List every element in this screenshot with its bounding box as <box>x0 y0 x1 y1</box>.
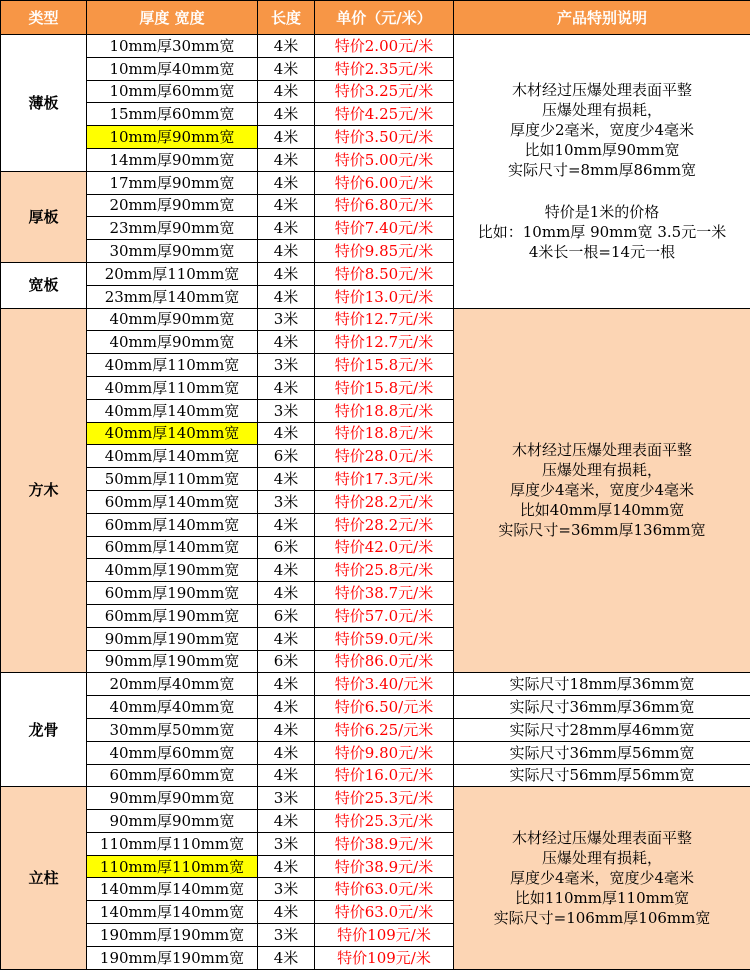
length-cell: 4米 <box>258 285 315 308</box>
size-cell: 23mm厚90mm宽 <box>87 217 258 240</box>
size-cell: 60mm厚140mm宽 <box>87 536 258 559</box>
note-joist-actual-size: 实际尺寸36mm厚36mm宽 <box>454 696 750 719</box>
price-cell: 特价7.40元/米 <box>315 217 454 240</box>
note-board <box>454 35 750 309</box>
price-cell: 特价15.8元/米 <box>315 376 454 399</box>
note-line: 比如10mm厚90mm宽 <box>454 140 750 160</box>
size-cell: 40mm厚90mm宽 <box>87 308 258 331</box>
header-note: 产品特别说明 <box>454 1 750 35</box>
price-cell: 特价109元/米 <box>315 924 454 947</box>
length-cell: 4米 <box>258 673 315 696</box>
table-row <box>1 764 750 787</box>
length-cell: 3米 <box>258 787 315 810</box>
price-cell: 特价38.9元/米 <box>315 855 454 878</box>
size-cell: 90mm厚190mm宽 <box>87 627 258 650</box>
length-cell: 6米 <box>258 445 315 468</box>
price-cell: 特价86.0元/米 <box>315 650 454 673</box>
size-cell-highlighted: 40mm厚140mm宽 <box>87 422 258 445</box>
length-cell: 4米 <box>258 35 315 58</box>
size-cell: 60mm厚140mm宽 <box>87 513 258 536</box>
price-cell: 特价25.3元/米 <box>315 810 454 833</box>
price-cell: 特价12.7元/米 <box>315 331 454 354</box>
note-line: 木材经过压爆处理表面平整 <box>454 80 750 100</box>
size-cell: 40mm厚140mm宽 <box>87 445 258 468</box>
size-cell: 30mm厚50mm宽 <box>87 718 258 741</box>
note-joist-actual-size: 实际尺寸28mm厚46mm宽 <box>454 718 750 741</box>
table-row <box>1 741 750 764</box>
length-cell: 4米 <box>258 240 315 263</box>
size-cell: 30mm厚90mm宽 <box>87 240 258 263</box>
length-cell: 4米 <box>258 171 315 194</box>
price-cell: 特价13.0元/米 <box>315 285 454 308</box>
price-cell: 特价12.7元/米 <box>315 308 454 331</box>
note-line: 压爆处理有损耗， <box>454 848 750 868</box>
size-cell: 90mm厚190mm宽 <box>87 650 258 673</box>
note-line: 实际尺寸=8mm厚86mm宽 <box>454 160 750 180</box>
note-line: 压爆处理有损耗， <box>454 100 750 120</box>
table-row <box>1 696 750 719</box>
length-cell: 4米 <box>258 148 315 171</box>
note-line: 厚度少2毫米，宽度少4毫米 <box>454 120 750 140</box>
length-cell: 3米 <box>258 924 315 947</box>
length-cell: 4米 <box>258 855 315 878</box>
length-cell: 4米 <box>258 376 315 399</box>
price-cell: 特价38.9元/米 <box>315 832 454 855</box>
size-cell: 60mm厚190mm宽 <box>87 604 258 627</box>
size-cell: 14mm厚90mm宽 <box>87 148 258 171</box>
note-joist-actual-size: 实际尺寸36mm厚56mm宽 <box>454 741 750 764</box>
length-cell: 4米 <box>258 103 315 126</box>
length-cell: 3米 <box>258 399 315 422</box>
size-cell: 40mm厚110mm宽 <box>87 376 258 399</box>
note-line: 比如110mm厚110mm宽 <box>454 888 750 908</box>
length-cell: 4米 <box>258 696 315 719</box>
length-cell: 4米 <box>258 741 315 764</box>
size-cell: 50mm厚110mm宽 <box>87 468 258 491</box>
price-cell: 特价8.50元/米 <box>315 262 454 285</box>
length-cell: 4米 <box>258 559 315 582</box>
table-row <box>1 718 750 741</box>
size-cell: 40mm厚60mm宽 <box>87 741 258 764</box>
note-line: 特价是1米的价格 <box>454 202 750 222</box>
length-cell: 4米 <box>258 194 315 217</box>
size-cell: 190mm厚190mm宽 <box>87 924 258 947</box>
length-cell: 3米 <box>258 354 315 377</box>
note-joist-actual-size: 实际尺寸18mm厚36mm宽 <box>454 673 750 696</box>
length-cell: 3米 <box>258 832 315 855</box>
table-row <box>1 308 750 331</box>
price-cell: 特价9.80元/米 <box>315 741 454 764</box>
price-cell: 特价5.00元/米 <box>315 148 454 171</box>
price-cell: 特价18.8元/米 <box>315 422 454 445</box>
category-thin-board: 薄板 <box>1 35 87 172</box>
length-cell: 6米 <box>258 604 315 627</box>
price-cell: 特价63.0元/米 <box>315 901 454 924</box>
size-cell: 60mm厚140mm宽 <box>87 490 258 513</box>
length-cell: 3米 <box>258 490 315 513</box>
length-cell: 6米 <box>258 650 315 673</box>
size-cell: 10mm厚40mm宽 <box>87 57 258 80</box>
price-cell: 特价2.00元/米 <box>315 35 454 58</box>
price-cell: 特价3.40/元米 <box>315 673 454 696</box>
price-cell: 特价2.35元/米 <box>315 57 454 80</box>
length-cell: 4米 <box>258 422 315 445</box>
note-line: 压爆处理有损耗， <box>454 460 750 480</box>
length-cell: 4米 <box>258 627 315 650</box>
note-line: 比如40mm厚140mm宽 <box>454 500 750 520</box>
price-cell: 特价63.0元/米 <box>315 878 454 901</box>
size-cell-highlighted: 10mm厚90mm宽 <box>87 126 258 149</box>
length-cell: 6米 <box>258 536 315 559</box>
header-row <box>1 1 750 35</box>
price-cell: 特价15.8元/米 <box>315 354 454 377</box>
note-joist-actual-size: 实际尺寸56mm厚56mm宽 <box>454 764 750 787</box>
note-line: 厚度少4毫米，宽度少4毫米 <box>454 480 750 500</box>
size-cell: 15mm厚60mm宽 <box>87 103 258 126</box>
size-cell: 90mm厚90mm宽 <box>87 810 258 833</box>
price-cell: 特价3.50元/米 <box>315 126 454 149</box>
size-cell: 17mm厚90mm宽 <box>87 171 258 194</box>
length-cell: 4米 <box>258 764 315 787</box>
size-cell: 20mm厚90mm宽 <box>87 194 258 217</box>
size-cell-highlighted: 110mm厚110mm宽 <box>87 855 258 878</box>
price-cell: 特价57.0元/米 <box>315 604 454 627</box>
table-row <box>1 35 750 58</box>
length-cell: 3米 <box>258 878 315 901</box>
note-line: 木材经过压爆处理表面平整 <box>454 440 750 460</box>
size-cell: 23mm厚140mm宽 <box>87 285 258 308</box>
note-line: 木材经过压爆处理表面平整 <box>454 828 750 848</box>
category-square-timber: 方木 <box>1 308 87 673</box>
length-cell: 4米 <box>258 718 315 741</box>
price-cell: 特价3.25元/米 <box>315 80 454 103</box>
header-size: 厚度 宽度 <box>87 1 258 35</box>
size-cell: 20mm厚40mm宽 <box>87 673 258 696</box>
size-cell: 10mm厚30mm宽 <box>87 35 258 58</box>
note-square-timber <box>454 308 750 673</box>
price-cell: 特价25.3元/米 <box>315 787 454 810</box>
size-cell: 40mm厚90mm宽 <box>87 331 258 354</box>
size-cell: 40mm厚190mm宽 <box>87 559 258 582</box>
length-cell: 4米 <box>258 80 315 103</box>
category-thick-board: 厚板 <box>1 171 87 262</box>
price-cell: 特价38.7元/米 <box>315 582 454 605</box>
price-cell: 特价16.0元/米 <box>315 764 454 787</box>
price-cell: 特价42.0元/米 <box>315 536 454 559</box>
length-cell: 4米 <box>258 57 315 80</box>
size-cell: 140mm厚140mm宽 <box>87 878 258 901</box>
category-joist: 龙骨 <box>1 673 87 787</box>
price-cell: 特价109元/米 <box>315 946 454 969</box>
size-cell: 10mm厚60mm宽 <box>87 80 258 103</box>
header-length: 长度 <box>258 1 315 35</box>
size-cell: 110mm厚110mm宽 <box>87 832 258 855</box>
length-cell: 4米 <box>258 331 315 354</box>
size-cell: 60mm厚190mm宽 <box>87 582 258 605</box>
price-cell: 特价6.80元/米 <box>315 194 454 217</box>
table-row <box>1 787 750 810</box>
size-cell: 40mm厚140mm宽 <box>87 399 258 422</box>
header-price: 单价（元/米） <box>315 1 454 35</box>
price-cell: 特价28.0元/米 <box>315 445 454 468</box>
category-post: 立柱 <box>1 787 87 969</box>
size-cell: 60mm厚60mm宽 <box>87 764 258 787</box>
price-cell: 特价59.0元/米 <box>315 627 454 650</box>
note-line: 实际尺寸=106mm厚106mm宽 <box>454 908 750 928</box>
price-cell: 特价28.2元/米 <box>315 513 454 536</box>
price-cell: 特价6.00元/米 <box>315 171 454 194</box>
category-wide-board: 宽板 <box>1 262 87 308</box>
length-cell: 4米 <box>258 126 315 149</box>
price-cell: 特价6.50/元米 <box>315 696 454 719</box>
note-spacer <box>454 180 750 202</box>
price-cell: 特价4.25元/米 <box>315 103 454 126</box>
size-cell: 190mm厚190mm宽 <box>87 946 258 969</box>
table-row <box>1 673 750 696</box>
note-line: 实际尺寸=36mm厚136mm宽 <box>454 520 750 540</box>
size-cell: 140mm厚140mm宽 <box>87 901 258 924</box>
price-cell: 特价9.85元/米 <box>315 240 454 263</box>
length-cell: 4米 <box>258 582 315 605</box>
price-cell: 特价18.8元/米 <box>315 399 454 422</box>
length-cell: 4米 <box>258 946 315 969</box>
length-cell: 4米 <box>258 262 315 285</box>
price-cell: 特价28.2元/米 <box>315 490 454 513</box>
header-category: 类型 <box>1 1 87 35</box>
price-cell: 特价25.8元/米 <box>315 559 454 582</box>
note-line: 厚度少4毫米，宽度少4毫米 <box>454 868 750 888</box>
length-cell: 4米 <box>258 901 315 924</box>
price-cell: 特价17.3元/米 <box>315 468 454 491</box>
size-cell: 20mm厚110mm宽 <box>87 262 258 285</box>
note-post <box>454 787 750 969</box>
length-cell: 4米 <box>258 513 315 536</box>
length-cell: 4米 <box>258 468 315 491</box>
note-line: 4米长一根=14元一根 <box>454 242 750 262</box>
size-cell: 90mm厚90mm宽 <box>87 787 258 810</box>
length-cell: 4米 <box>258 810 315 833</box>
size-cell: 40mm厚110mm宽 <box>87 354 258 377</box>
length-cell: 4米 <box>258 217 315 240</box>
length-cell: 3米 <box>258 308 315 331</box>
size-cell: 40mm厚40mm宽 <box>87 696 258 719</box>
note-line: 比如：10mm厚 90mm宽 3.5元一米 <box>454 222 750 242</box>
price-cell: 特价6.25/元米 <box>315 718 454 741</box>
